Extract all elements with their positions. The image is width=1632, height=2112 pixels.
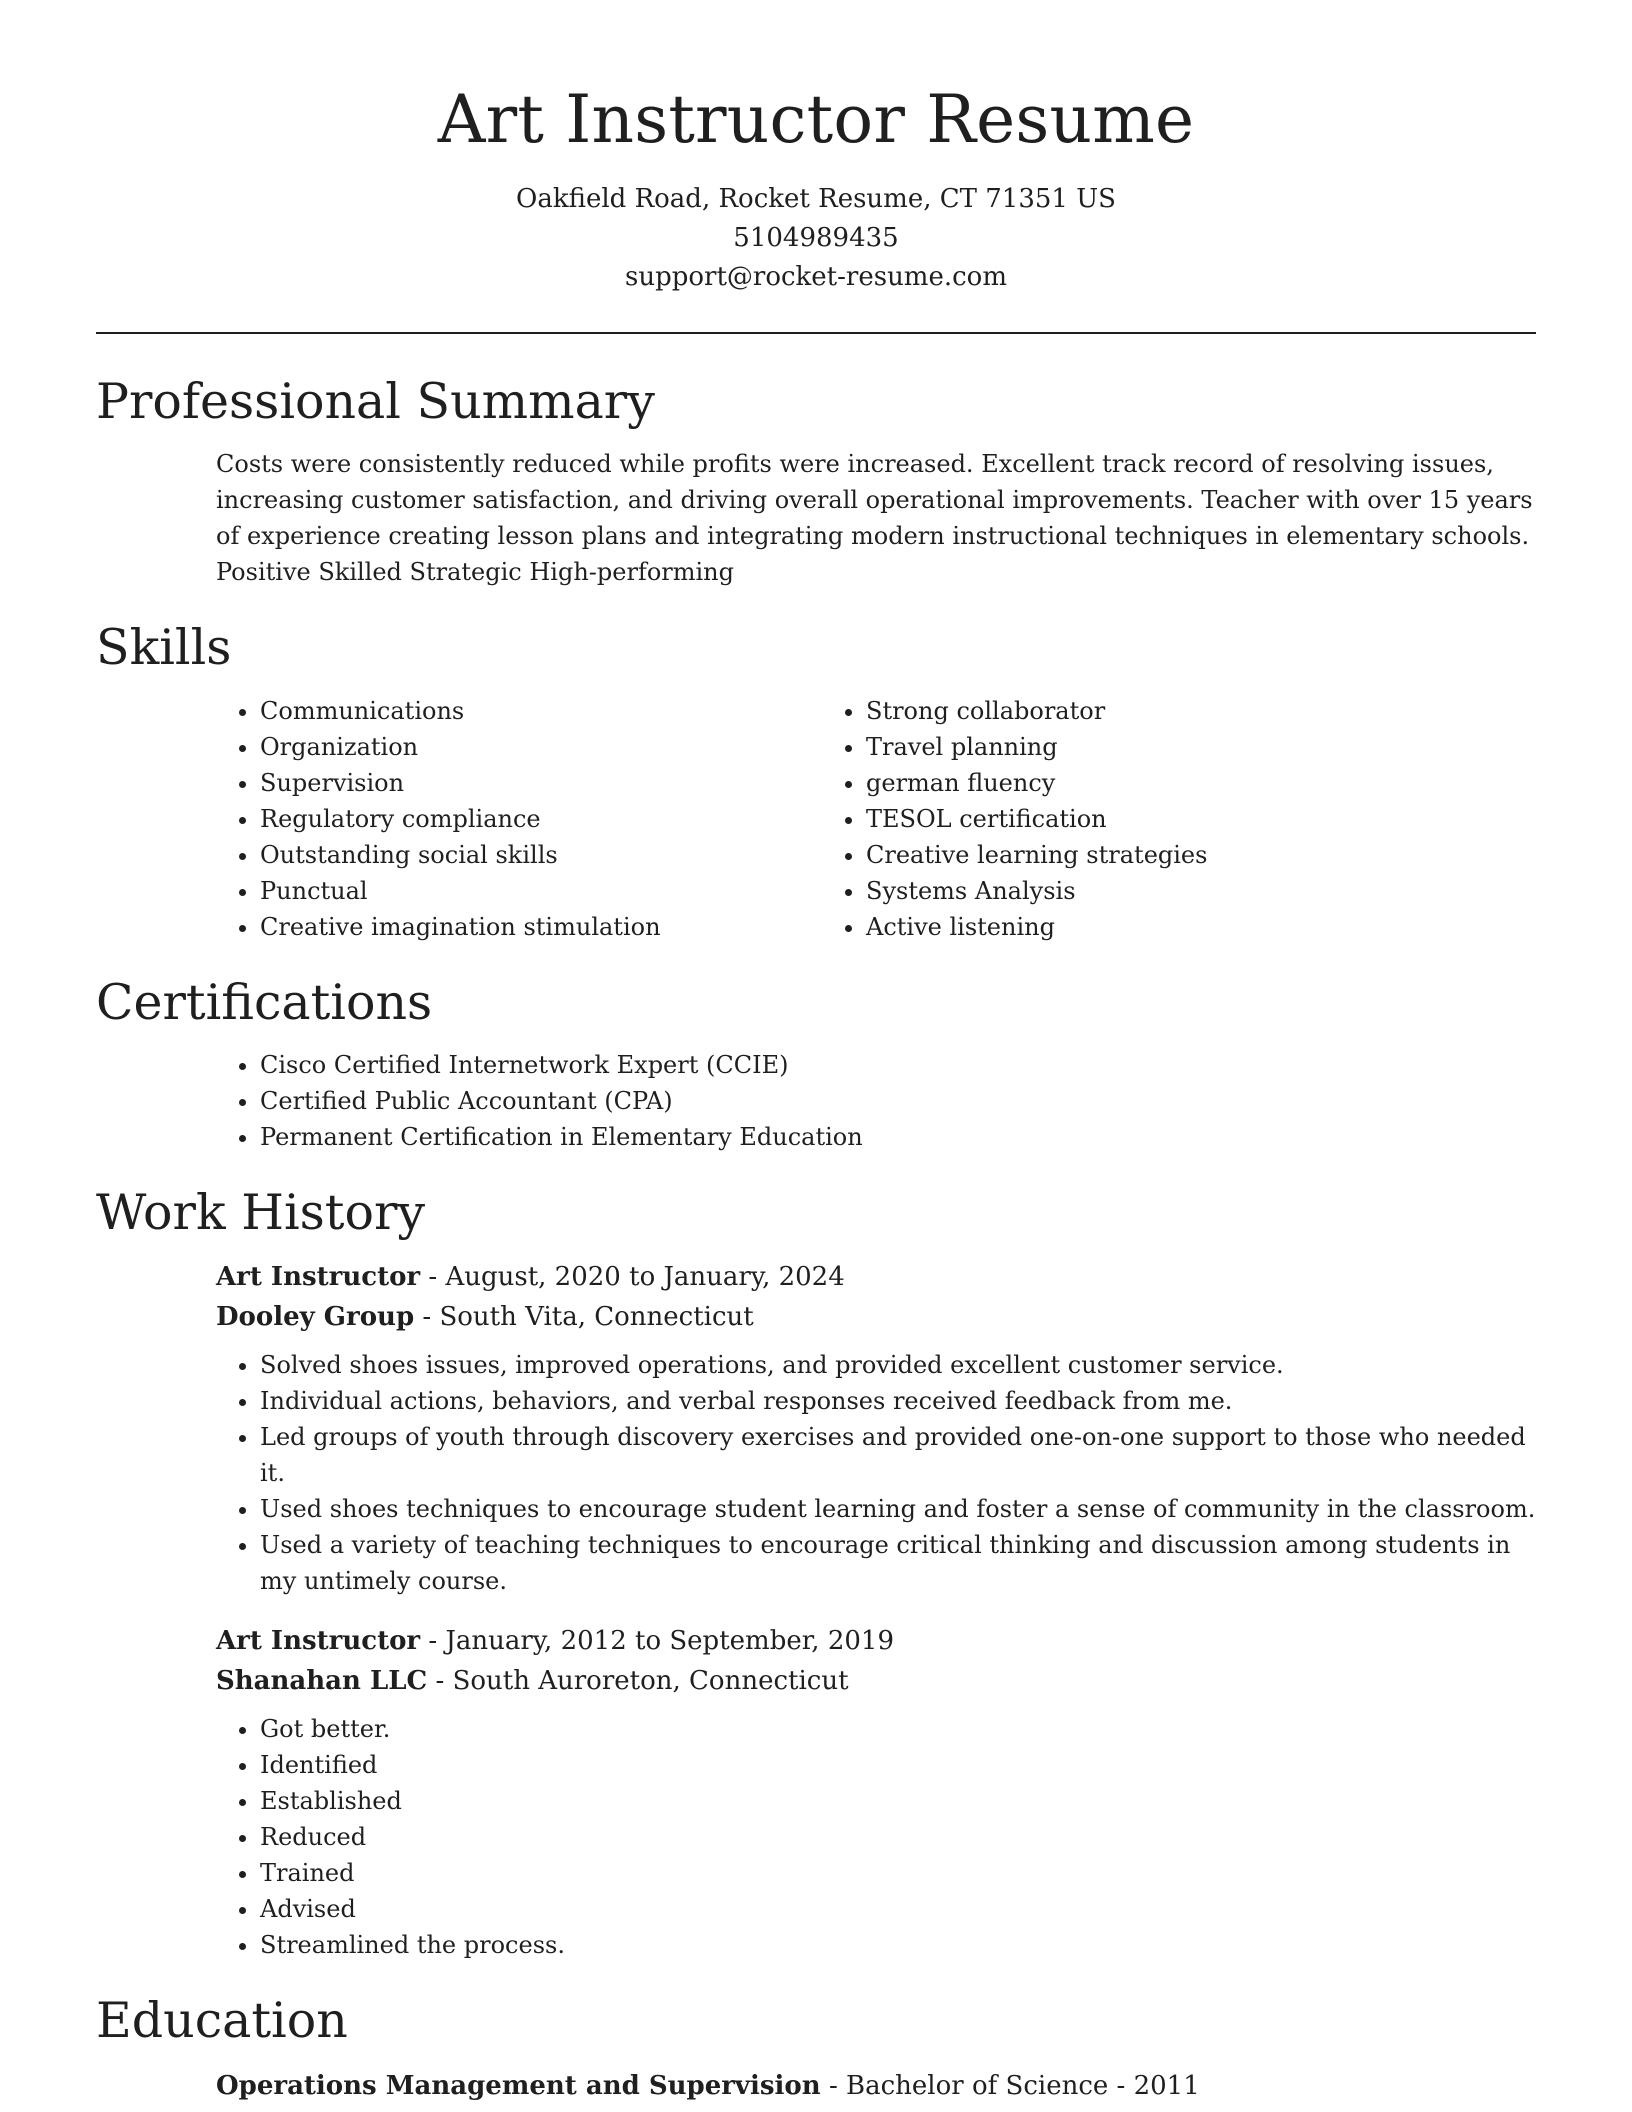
- job-duties-list: [216, 1347, 1536, 1599]
- list-item: • Used shoes techniques to encourage student learning and foster a sense of community in the classroom.: [260, 1491, 1536, 1527]
- job-title-line: [216, 1257, 1536, 1297]
- skills-heading: Skills: [96, 619, 232, 677]
- skills-list-left: [216, 693, 822, 945]
- contact-email: support@rocket-resume.com: [624, 261, 1007, 292]
- contact-phone: 5104989435: [733, 222, 899, 253]
- list-item: • Supervision: [260, 765, 822, 801]
- list-item: • Communications: [260, 693, 822, 729]
- list-item: • Active listening: [866, 909, 1428, 945]
- list-item: • Established: [260, 1783, 1536, 1819]
- list-item: • Systems Analysis: [866, 873, 1428, 909]
- education-field: Operations Management and Supervision: [216, 2070, 821, 2101]
- job-location: - South Vita, Connecticut: [414, 1302, 754, 1333]
- list-item: • Streamlined the process.: [260, 1927, 1536, 1963]
- resume-header: [96, 0, 1536, 297]
- job-role: Art Instructor: [216, 1626, 421, 1657]
- skills-section: [96, 620, 1536, 944]
- job-dates: - August, 2020 to January, 2024: [420, 1262, 845, 1293]
- list-item: • Used a variety of teaching techniques to encourage critical thinking and discussion among students in my untimely course.: [260, 1527, 1536, 1599]
- education-heading: Education: [96, 1992, 348, 2050]
- header-divider: [96, 332, 1536, 334]
- certifications-heading: Certifications: [96, 973, 433, 1031]
- list-item: • Travel planning: [866, 729, 1428, 765]
- summary-heading: Professional Summary: [96, 372, 655, 430]
- list-item: • Identified: [260, 1747, 1536, 1783]
- list-item: • Creative learning strategies: [866, 837, 1428, 873]
- list-item: • Trained: [260, 1855, 1536, 1891]
- list-item: • Advised: [260, 1891, 1536, 1927]
- job-location: - South Auroreton, Connecticut: [427, 1666, 849, 1697]
- skills-list-right: [822, 693, 1428, 945]
- list-item: • german fluency: [866, 765, 1428, 801]
- job-entry: [96, 1621, 1536, 1963]
- job-title-line: [216, 1621, 1536, 1661]
- education-degree: - Bachelor of Science - 2011: [820, 2070, 1200, 2101]
- education-section: [96, 1993, 1536, 2105]
- contact-block: [96, 180, 1536, 297]
- job-dates: - January, 2012 to September, 2019: [420, 1626, 894, 1657]
- job-company: Shanahan LLC: [216, 1666, 428, 1697]
- work-history-section: [96, 1185, 1536, 1963]
- summary-text: Costs were consistently reduced while profits were increased. Excellent track record of resolving issues, increasing customer satisfaction, and driving overall operational improvements. Teacher with over 15 years of experience creating lesson plans and integrating modern instructional techniques in elementary schools. Positive Skilled Strategic High-performing: [216, 450, 1533, 587]
- list-item: • TESOL certification: [866, 801, 1428, 837]
- certifications-list: [216, 1047, 1536, 1155]
- list-item: • Permanent Certification in Elementary Education: [260, 1119, 1536, 1155]
- list-item: • Creative imagination stimulation: [260, 909, 822, 945]
- certifications-section: [96, 975, 1536, 1155]
- list-item: • Individual actions, behaviors, and verbal responses received feedback from me.: [260, 1383, 1536, 1419]
- list-item: • Led groups of youth through discovery exercises and provided one-on-one support to those who needed it.: [260, 1419, 1536, 1491]
- list-item: • Solved shoes issues, improved operations, and provided excellent customer service.: [260, 1347, 1536, 1383]
- job-entry: [96, 1257, 1536, 1599]
- contact-address: Oakfield Road, Rocket Resume, CT 71351 US: [516, 183, 1116, 214]
- list-item: • Got better.: [260, 1711, 1536, 1747]
- summary-section: [96, 374, 1536, 590]
- resume-title: Art Instructor Resume: [437, 81, 1195, 158]
- work-history-heading: Work History: [96, 1183, 426, 1241]
- list-item: • Reduced: [260, 1819, 1536, 1855]
- job-role: Art Instructor: [216, 1262, 421, 1293]
- list-item: • Organization: [260, 729, 822, 765]
- job-duties-list: [216, 1711, 1536, 1963]
- list-item: • Regulatory compliance: [260, 801, 822, 837]
- job-company-line: [216, 1661, 1536, 1701]
- job-company: Dooley Group: [216, 1302, 415, 1333]
- list-item: • Outstanding social skills: [260, 837, 822, 873]
- list-item: • Punctual: [260, 873, 822, 909]
- skills-columns: [96, 693, 1536, 945]
- list-item: • Strong collaborator: [866, 693, 1428, 729]
- list-item: • Cisco Certified Internetwork Expert (CCIE): [260, 1047, 1536, 1083]
- education-entry: [96, 2066, 1536, 2106]
- list-item: • Certified Public Accountant (CPA): [260, 1083, 1536, 1119]
- job-company-line: [216, 1297, 1536, 1337]
